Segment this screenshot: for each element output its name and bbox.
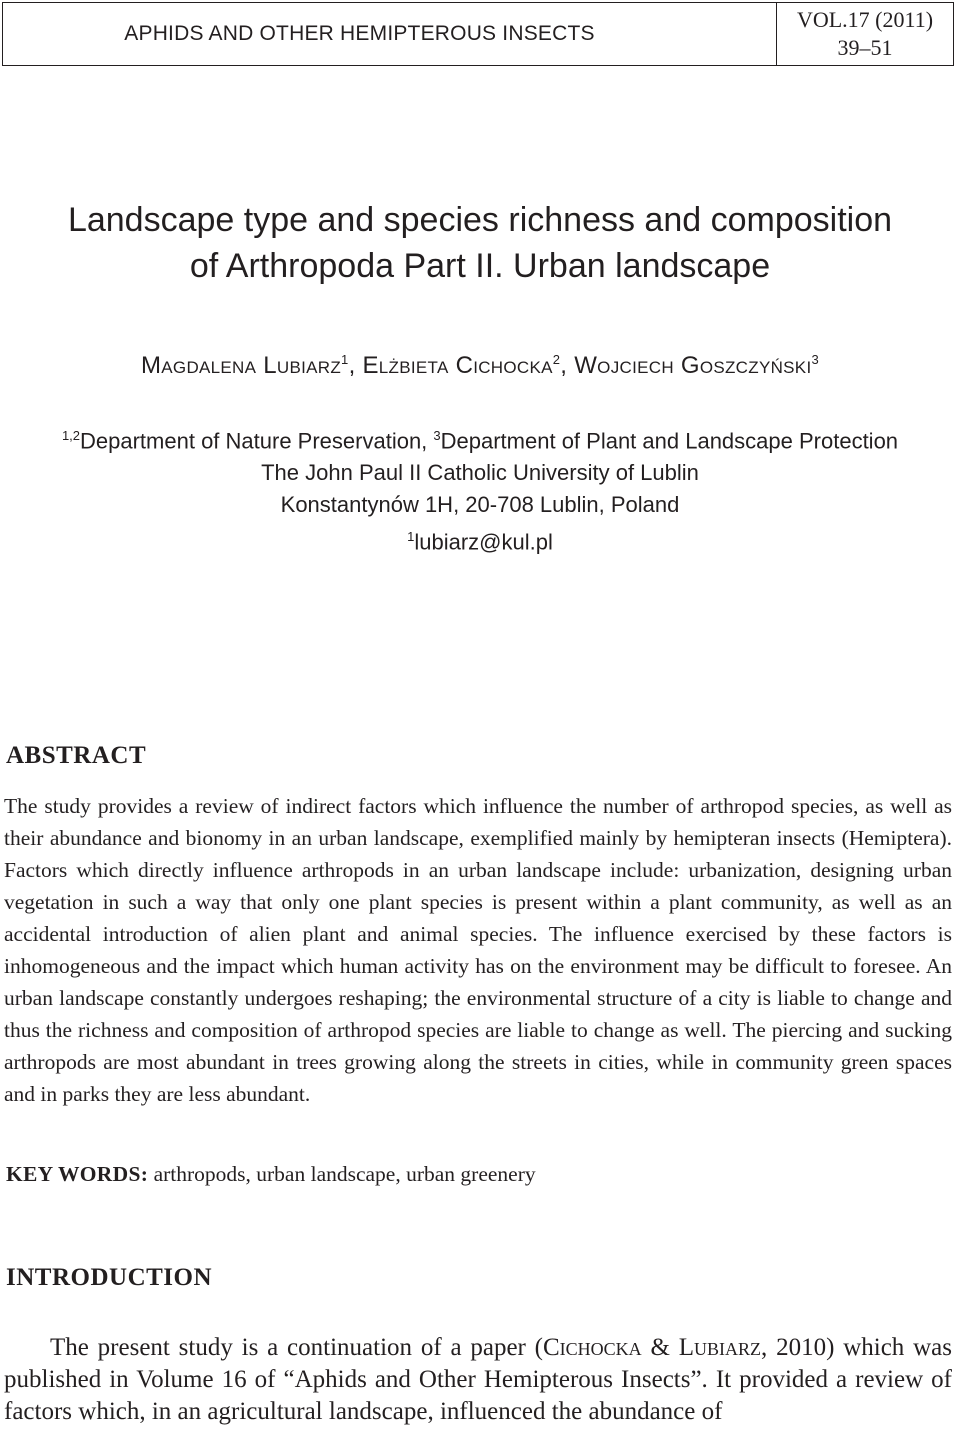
author-affiliation-mark: 1 (341, 352, 349, 367)
journal-name: APHIDS AND OTHER HEMIPTEROUS INSECTS (3, 3, 777, 65)
author-separator: , (348, 352, 363, 379)
email-mark: 1 (407, 529, 415, 545)
abstract-heading: ABSTRACT (6, 742, 147, 769)
volume-label: VOL.17 (2011) (796, 7, 934, 32)
author-name: Elżbieta Cichocka (362, 352, 553, 379)
intro-text-before: The present study is a continuation of a paper ( (50, 1334, 543, 1361)
email-line (0, 521, 960, 558)
keywords-label: KEY WORDS: (6, 1162, 149, 1186)
department-2: Department of Plant and Landscape Protection (440, 428, 899, 454)
author-name: Wojciech Goszczyński (574, 352, 812, 379)
author-name: Magdalena Lubiarz (140, 352, 342, 379)
author-affiliation-mark: 2 (552, 352, 561, 367)
department-line (0, 420, 960, 457)
email-address[interactable]: lubiarz@kul.pl (414, 529, 553, 555)
university-line: The John Paul II Catholic University of Lublin (261, 460, 699, 486)
affiliation-mark: 1,2 (61, 428, 81, 443)
paper-title (0, 197, 960, 289)
author-list (0, 352, 960, 380)
keywords-text: arthropods, urban landscape, urban greenery (148, 1162, 536, 1186)
journal-header (2, 2, 954, 66)
intro-text-after: , 2010) which was published in Volume 16 of “Aphids and Other Hemipterous Insects”. It provided a review of factors which, in an agricultural landscape, influenced the abundance of (4, 1334, 952, 1425)
affiliation-block (0, 420, 960, 559)
title-line-2: of Arthropoda Part II. Urban landscape (189, 247, 771, 285)
department-1: Department of Nature Preservation, (80, 428, 434, 454)
introduction-text (4, 1332, 952, 1428)
volume-info (777, 3, 953, 65)
abstract-text: The study provides a review of indirect factors which influence the number of arthropod species, as well as their abundance and bionomy in an urban landscape, exemplified mainly by hemipteran insects (Hemiptera). Factors which directly influence arthropods in an urban landscape include: urbanization, designing urban vegetation in such a way that only one plant species is present within a plant community, as well as an accidental introduction of alien plant and animal species. The influence exercised by these factors is inhomogeneous and the impact which human activity has on the environment may be difficult to foresee. An urban landscape constantly undergoes reshaping; the environmental structure of a city is liable to change and thus the richness and composition of arthropod species are liable to change as well. The piercing and sucking arthropods are most abundant in trees growing along the streets in cities, while in community green spaces and in parks they are less abundant. (4, 794, 952, 1106)
introduction-heading: INTRODUCTION (6, 1264, 213, 1291)
title-line-1: Landscape type and species richness and composition (67, 201, 893, 239)
author-separator: , (560, 352, 575, 379)
author-affiliation-mark: 3 (811, 352, 819, 367)
address-line: Konstantynów 1H, 20-708 Lublin, Poland (280, 492, 680, 518)
keywords-line (6, 1158, 536, 1190)
page-range: 39–51 (837, 35, 893, 60)
affiliation-mark: 3 (433, 428, 441, 443)
intro-citation: Cichocka & Lubiarz (543, 1334, 762, 1361)
